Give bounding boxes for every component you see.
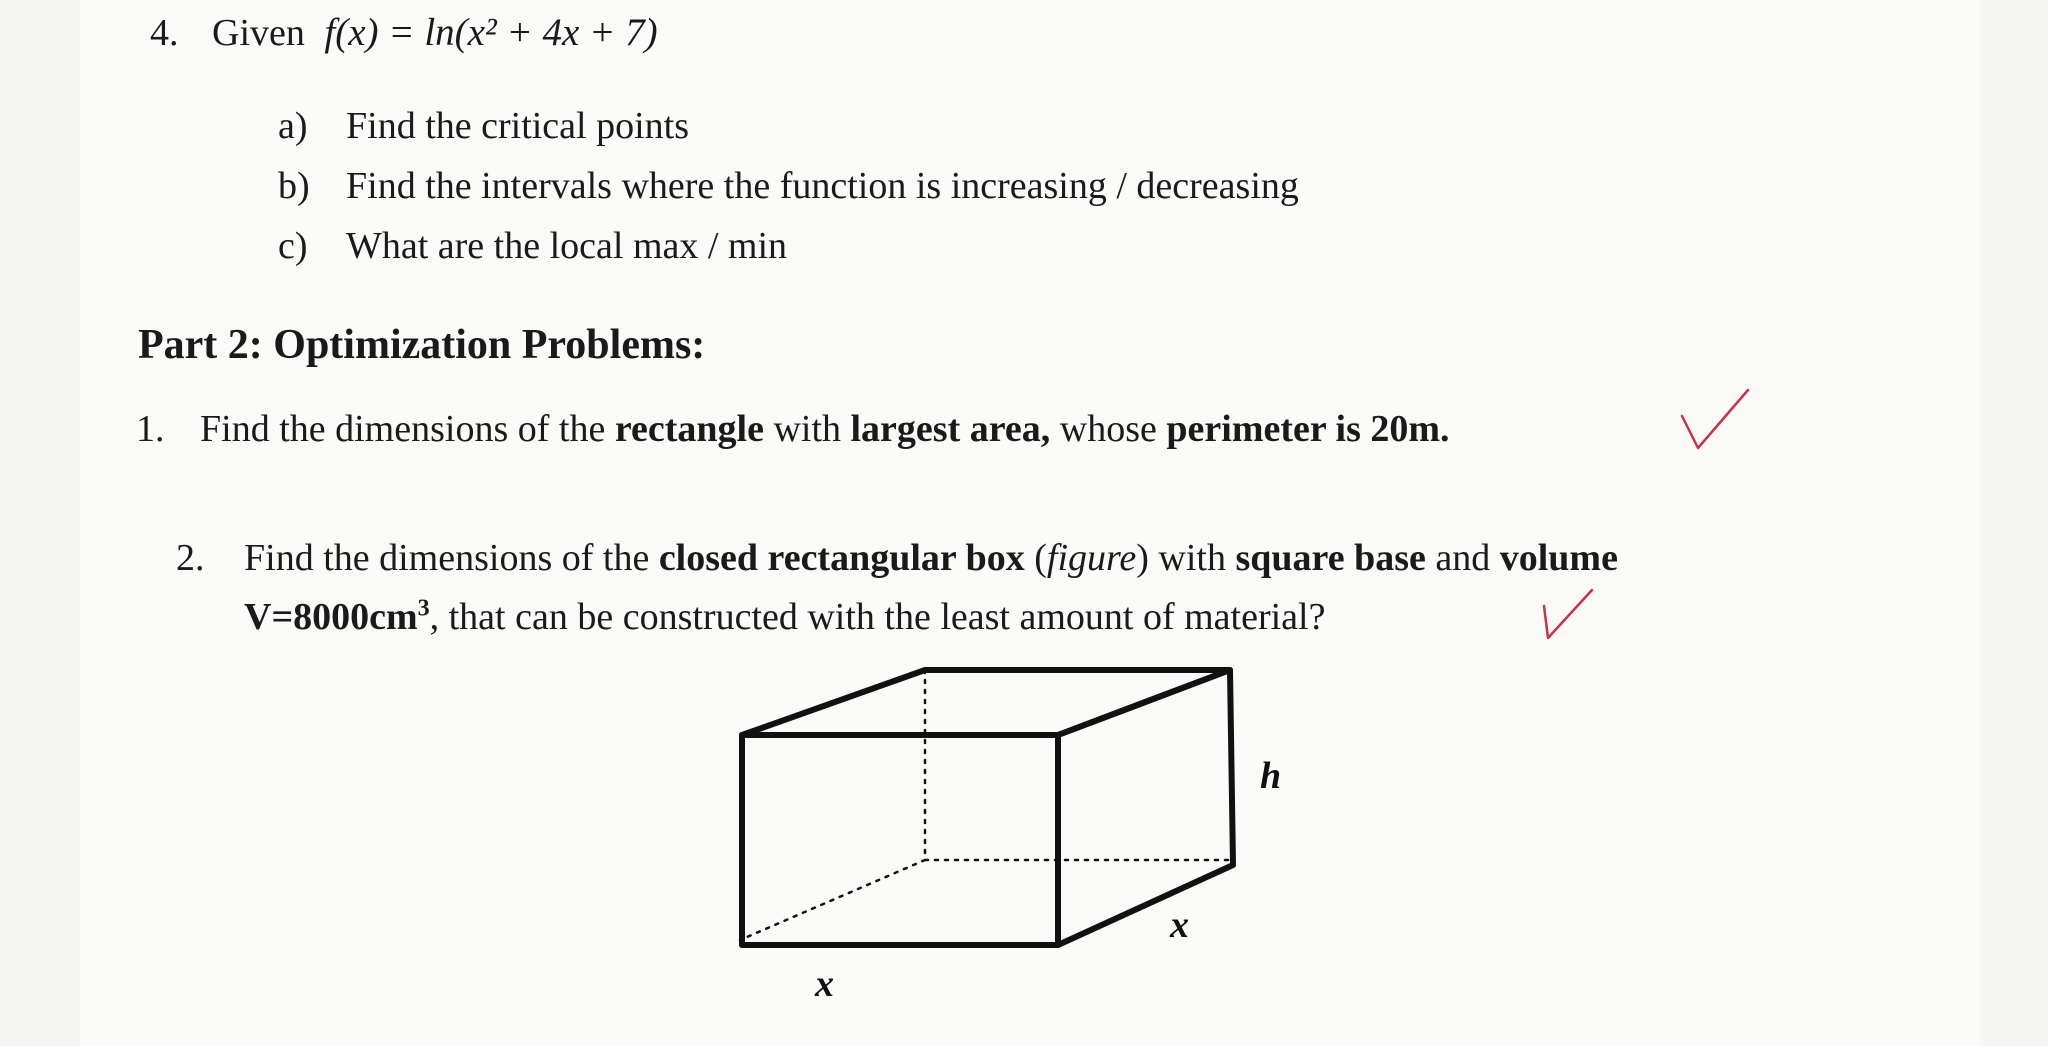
subquestion-a (278, 103, 689, 149)
box-top-face (742, 670, 1230, 735)
problem-bold: largest area, (850, 408, 1051, 450)
subquestion-label: c) (278, 225, 308, 267)
problem-bold: perimeter is 20m. (1166, 408, 1450, 450)
given-label: Given (212, 12, 305, 54)
subquestion-label: a) (278, 105, 308, 147)
problem-2-line2 (244, 594, 1325, 640)
problem-number: 2. (176, 537, 205, 579)
problem-bold: V=8000cm (244, 596, 418, 638)
problem-text: Find the dimensions of the (200, 408, 615, 450)
problem-text: Find the dimensions of the (244, 537, 659, 579)
label-x-front: x (815, 963, 834, 1005)
superscript: 3 (417, 595, 430, 622)
problem-number: 1. (136, 408, 165, 450)
problem-bold: closed rectangular box (658, 537, 1025, 579)
subquestion-text: What are the local max / min (346, 225, 788, 267)
function-expression: f(x) = ln(x² + 4x + 7) (324, 11, 658, 54)
subquestion-c (278, 223, 787, 269)
checkmark-icon (1676, 384, 1756, 456)
problem-text: with (763, 408, 851, 450)
checkmark-icon (1538, 584, 1598, 644)
problem-text: and (1425, 537, 1500, 579)
subquestion-text: Find the intervals where the function is increasing / decreasing (346, 165, 1299, 207)
subquestion-text: Find the critical points (346, 105, 690, 147)
problem-italic: figure (1046, 537, 1137, 579)
box-figure (700, 640, 1360, 1040)
problem-text: , that can be constructed with the least amount of material? (429, 596, 1326, 638)
question-number: 4. (150, 12, 179, 54)
problem-bold: square base (1235, 537, 1426, 579)
question-4 (150, 10, 658, 56)
problem-2-line1 (176, 535, 1618, 581)
label-h: h (1260, 755, 1282, 797)
problem-text: whose (1050, 408, 1167, 450)
label-x-side: x (1170, 904, 1189, 946)
problem-bold: volume (1499, 537, 1618, 579)
problem-bold: rectangle (614, 408, 764, 450)
problem-text: ) with (1136, 537, 1236, 579)
problem-1 (136, 406, 1450, 452)
box-front-face (742, 735, 1058, 945)
subquestion-b (278, 163, 1299, 209)
part2-heading: Part 2: Optimization Problems: (138, 322, 706, 368)
box-side-face (1058, 670, 1233, 945)
subquestion-label: b) (278, 165, 310, 207)
problem-text: ( (1024, 537, 1047, 579)
hidden-edge (740, 860, 925, 940)
